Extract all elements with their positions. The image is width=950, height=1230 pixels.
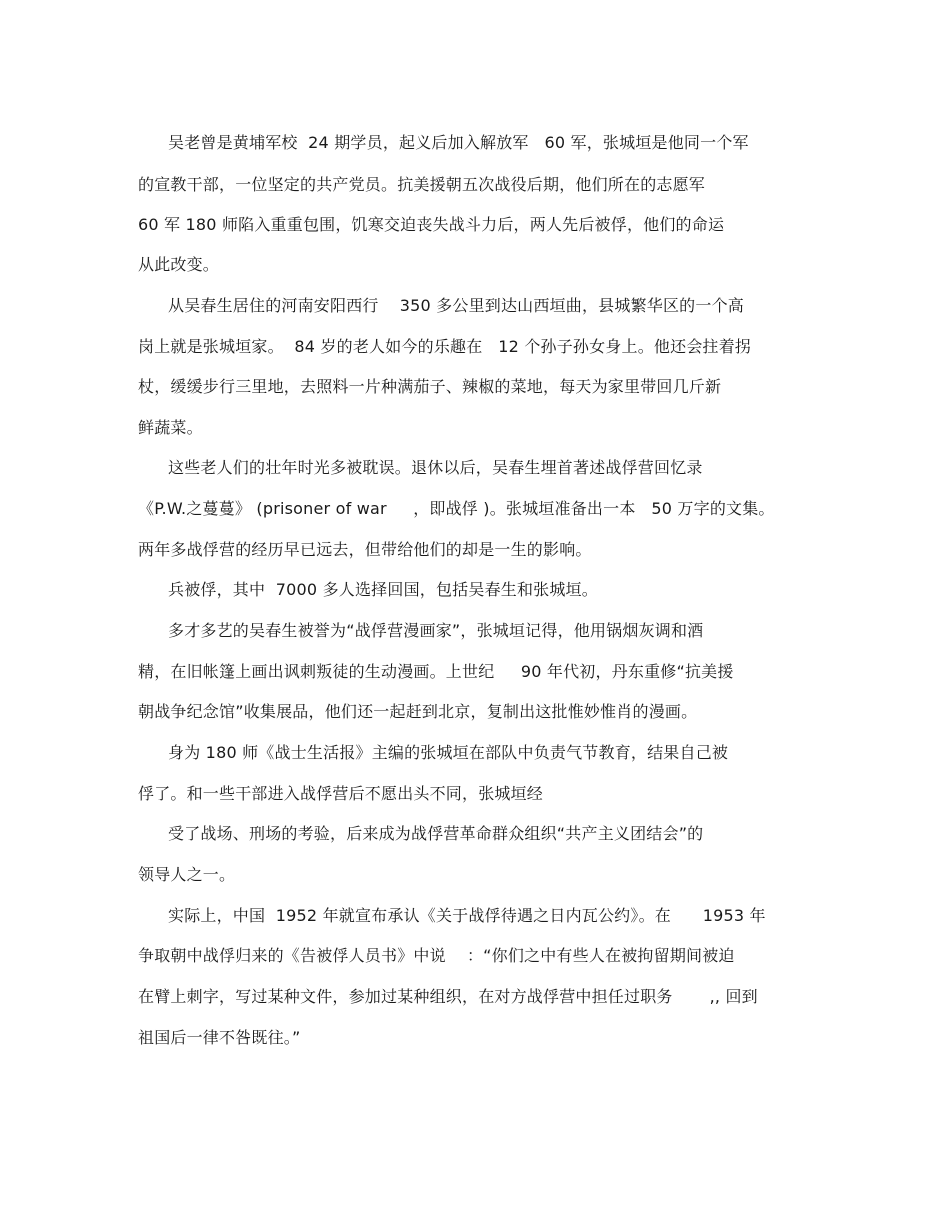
paragraph-7-line-2: 领导人之一。 [138,865,236,884]
paragraph-5-line-2: 精，在旧帐篷上画出讽刺叛徒的生动漫画。上世纪 90 年代初，丹东重修“抗美援 [138,662,734,681]
paragraph-6-line-2: 俘了。和一些干部进入战俘营后不愿出头不同，张城垣经 [138,784,544,803]
paragraph-8-line-1: 实际上，中国 1952 年就宣布承认《关于战俘待遇之日内瓦公约》。在 1953 年 [168,906,766,925]
paragraph-2-line-3: 杖，缓缓步行三里地，去照料一片种满茄子、辣椒的菜地，每天为家里带回几斤新 [138,377,722,396]
paragraph-4-line-1: 兵被俘，其中 7000 多人选择回国，包括吴春生和张城垣。 [168,580,598,599]
paragraph-3-line-3: 两年多战俘营的经历早已远去，但带给他们的却是一生的影响。 [138,540,592,559]
paragraph-7-line-1: 受了战场、刑场的考验，后来成为战俘营革命群众组织“共产主义团结会”的 [168,824,704,843]
paragraph-1-line-1: 吴老曾是黄埔军校 24 期学员，起义后加入解放军 60 军，张城垣是他同一个军 [168,133,749,152]
paragraph-8-line-2: 争取朝中战俘归来的《告被俘人员书》中说 ：“你们之中有些人在被拘留期间被迫 [138,946,735,965]
paragraph-1-line-3: 60 军 180 师陷入重重包围，饥寒交迫丧失战斗力后，两人先后被俘，他们的命运 [138,215,725,234]
paragraph-2-line-2: 岗上就是张城垣家。 84 岁的老人如今的乐趣在 12 个孙子孙女身上。他还会拄着拐 [138,337,752,356]
paragraph-1-line-2: 的宣教干部，一位坚定的共产党员。抗美援朝五次战役后期，他们所在的志愿军 [138,175,706,194]
paragraph-8-line-4: 祖国后一律不咎既往。” [138,1028,301,1047]
paragraph-3-line-1: 这些老人们的壮年时光多被耽误。退休以后，吴春生埋首著述战俘营回忆录 [168,458,703,477]
paragraph-8-line-3: 在臂上刺字，写过某种文件，参加过某种组织，在对方战俘营中担任过职务 ,, 回到 [138,987,758,1006]
paragraph-5-line-1: 多才多艺的吴春生被誉为“战俘营漫画家”，张城垣记得，他用锅烟灰调和酒 [168,621,704,640]
paragraph-6-line-1: 身为 180 师《战士生活报》主编的张城垣在部队中负责气节教育，结果自己被 [168,743,729,762]
paragraph-2-line-1: 从吴春生居住的河南安阳西行 350 多公里到达山西垣曲，县城繁华区的一个高 [168,296,744,315]
paragraph-5-line-3: 朝战争纪念馆”收集展品，他们还一起赶到北京，复制出这批惟妙惟肖的漫画。 [138,702,698,721]
paragraph-2-line-4: 鲜蔬菜。 [138,418,203,437]
paragraph-1-line-4: 从此改变。 [138,255,220,274]
paragraph-3-line-2: 《P.W.之蔓蔓》 (prisoner of war ，即战俘 )。张城垣准备出一本 50 万字的文集。 [138,499,775,518]
